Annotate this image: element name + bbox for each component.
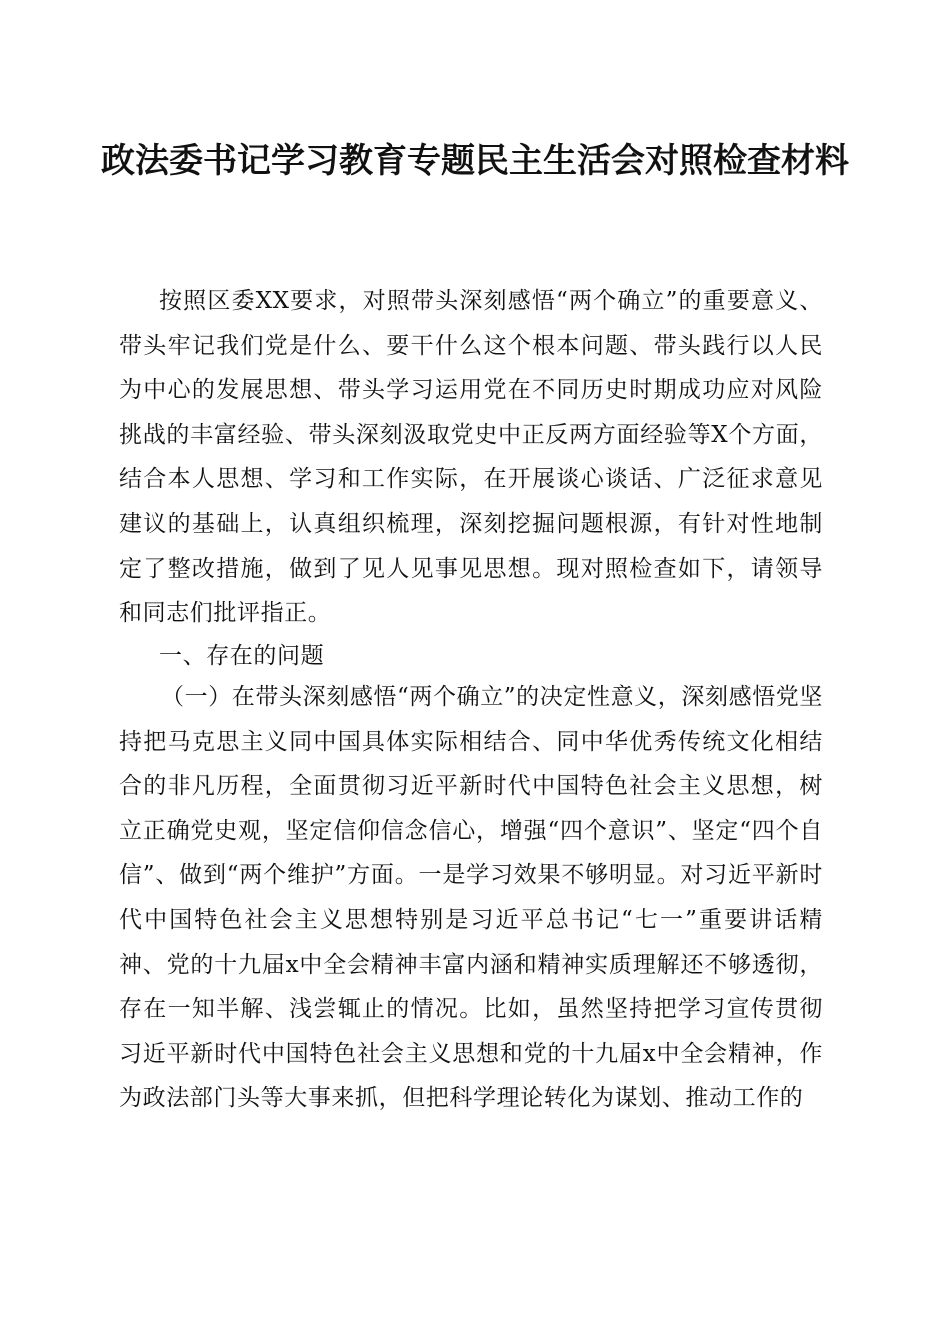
document-title: 政法委书记学习教育专题民主生活会对照检查材料 xyxy=(101,141,849,181)
intro-paragraph: 按照区委XX要求，对照带头深刻感悟“两个确立”的重要意义、带头牢记我们党是什么、要干什么这个根本问题、带头践行以人民为中心的发展思想、带头学习运用党在不同历史时期成功应对风险挑战的丰富经验、带头深刻汲取党史中正反两方面经验等X个方面，结合本人思想、学习和工作实际，在开展谈心谈话、广泛征求意见建议的基础上，认真组织梳理，深刻挖掘问题根源，有针对性地制定了整改措施，做到了见人见事见思想。现对照检查如下，请领导和同志们批评指正。 xyxy=(119,288,823,627)
section-one-paragraph: （一）在带头深刻感悟“两个确立”的决定性意义，深刻感悟党坚持把马克思主义同中国具体实际相结合、同中华优秀传统文化相结合的非凡历程，全面贯彻习近平新时代中国特色社会主义思想，树立正确党史观，坚定信仰信念信心，增强“四个意识”、坚定“四个自信”、做到“两个维护”方面。一是学习效果不够明显。对习近平新时代中国特色社会主义思想特别是习近平总书记“七一”重要讲话精神、党的十九届x中全会精神丰富内涵和精神实质理解还不够透彻，存在一知半解、浅尝辄止的情况。比如，虽然坚持把学习宣传贯彻习近平新时代中国特色社会主义思想和党的十九届x中全会精神，作为政法部门头等大事来抓，但把科学理论转化为谋划、推动工作的 xyxy=(119,684,823,1112)
section-heading: 一、存在的问题 xyxy=(159,643,325,669)
